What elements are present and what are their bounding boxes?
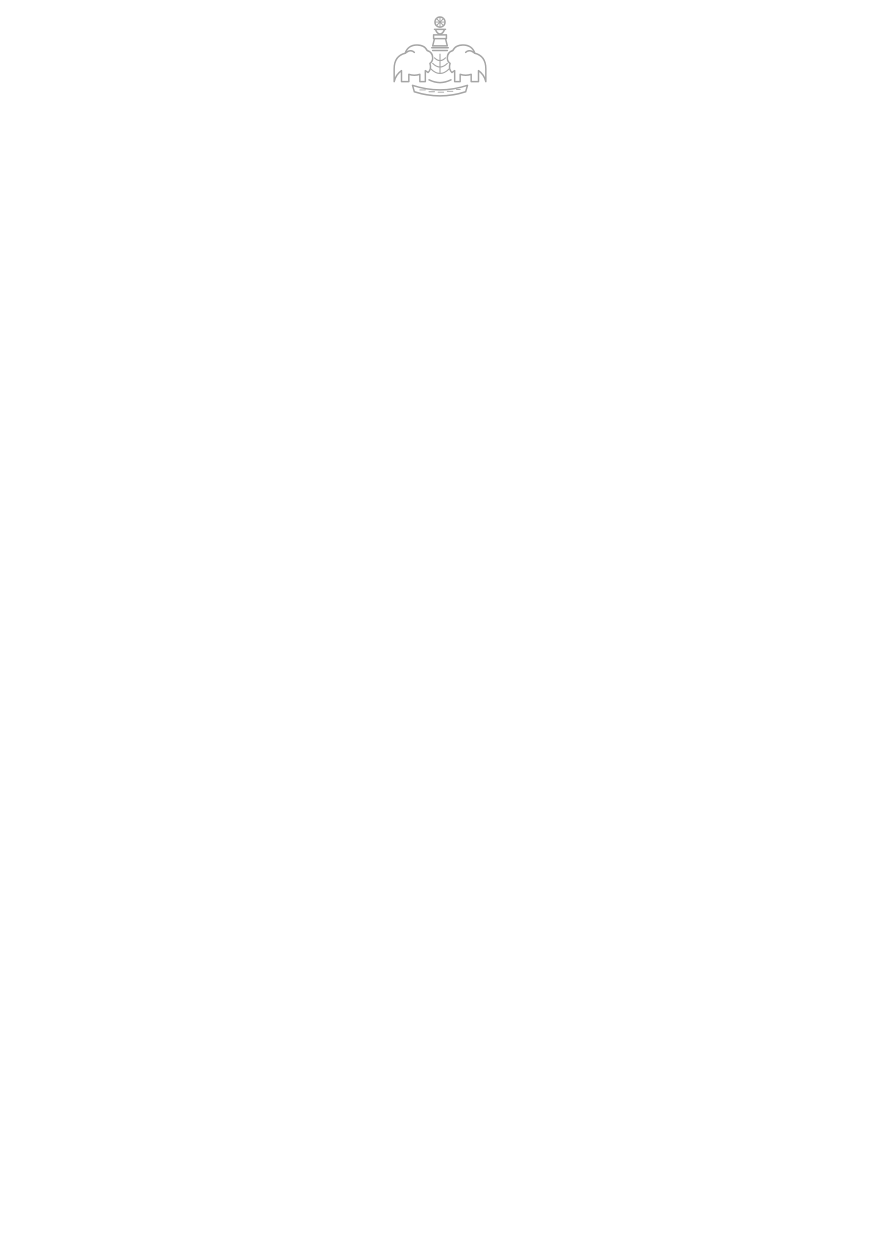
contact-row-1 — [86, 159, 840, 179]
kerala-government-emblem-icon — [0, 6, 880, 106]
contact-info — [86, 159, 840, 199]
contact-row-2 — [86, 179, 840, 199]
